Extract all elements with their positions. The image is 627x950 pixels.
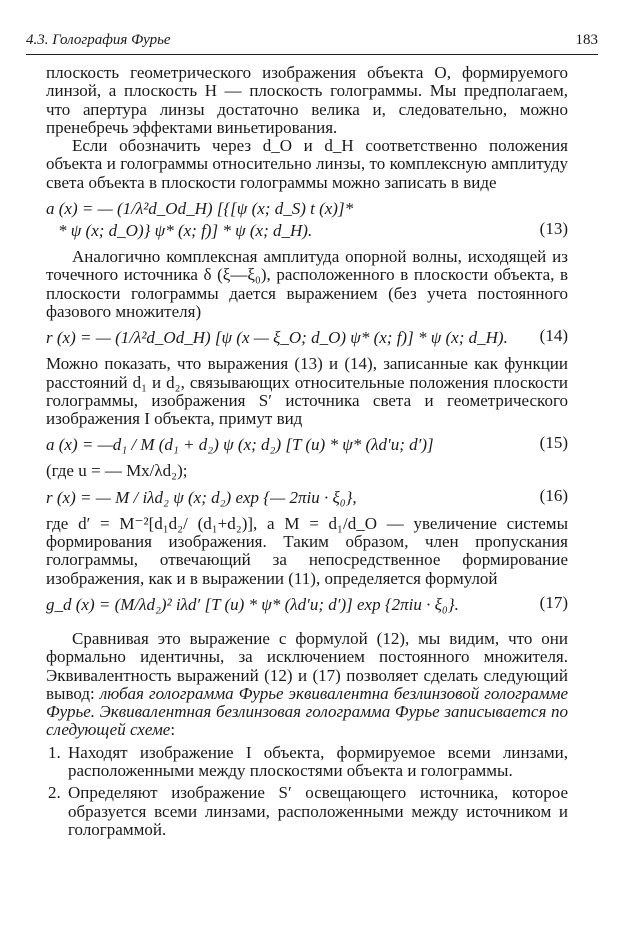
where-clause: (где u = — Mx/λd₂);: [46, 461, 188, 481]
equation-13: [46, 198, 568, 242]
procedure-list: [46, 744, 568, 839]
equation-15-number: (15): [539, 433, 568, 453]
header-rule: [26, 54, 598, 55]
equation-14-text: r (x) = — (1/λ²d_Od_H) [ψ (x — ξ_O; d_O) ψ* (x; f)] * ψ (x; d_H).: [46, 328, 508, 348]
list-item-text: Определяют изображение S′ освещающего источника, которое образуется всеми линзами, расположенными между источником и голограммой.: [68, 783, 568, 839]
paragraph-6: [46, 630, 568, 740]
page-body: [46, 64, 568, 843]
list-item: [46, 744, 568, 781]
equation-17-text: g_d (x) = (M/λd₂)² iλd′ [T (u) * ψ* (λd′u; d′)] exp {2πiu · ξ₀}.: [46, 594, 459, 614]
paragraph-6-colon: :: [170, 720, 176, 740]
paragraph-6-italic: любая голограмма Фурье эквивалентна безлинзовой голограмме Фурье. Эквивалентная безлинзовая голограмма Фурье записывается по следующей схеме: [46, 683, 568, 740]
equation-16-number: (16): [539, 485, 568, 505]
list-item-text: Находят изображение I объекта, формируемое всеми линзами, расположенными между плоскостями объекта и голограммы.: [68, 742, 568, 781]
equation-15: [46, 434, 568, 456]
paragraph-3: Аналогично комплексная амплитуда опорной волны, исходящей из точечного источника δ (ξ—ξ₀), расположенного в плоскости объекта, в плоскости голограммы дается выражением (без учета постоянного фазового множителя): [46, 247, 568, 321]
paragraph-1: плоскость геометрического изображения объекта O, формируемого линзой, а плоскость H — плоскость голограммы. Мы предполагаем, что апертура линзы достаточно велика и, следовательно, можно пренебречь эффектами виньетирования.: [46, 63, 568, 137]
equation-17: [46, 594, 568, 616]
paragraph-5: где d′ = M⁻²[d₁d₂/ (d₁+d₂)], а M = d₁/d_O — увеличение системы формирования изображения. Таким образом, член пропускания голограммы, отвечающий за непосредственное формирование изображения, как и в выражении (11), определяется формулой: [46, 513, 568, 588]
page-number: 183: [575, 32, 598, 48]
paragraph-6-plain: Сравнивая это выражение с формулой (12), мы видим, что они формально идентичны, за исключением постоянного множителя. Эквивалентность выражений (12) и (17) позволяет сделать следующий вывод:: [46, 628, 568, 703]
equation-15-text: a (x) = —d₁ / M (d₁ + d₂) ψ (x; d₂) [T (u) * ψ* (λd′u; d′)]: [46, 435, 434, 455]
list-item-number: 2.: [48, 783, 61, 803]
running-header: [26, 32, 598, 54]
paragraph-2: Если обозначить через d_O и d_H соответственно положения объекта и голограммы относительно линзы, то комплексную амплитуду света объекта в плоскости голограммы можно записать в виде: [46, 136, 568, 192]
list-item: [46, 784, 568, 839]
equation-17-number: (17): [539, 592, 568, 612]
equation-13-number: (13): [539, 219, 568, 239]
paragraph-4: Можно показать, что выражения (13) и (14), записанные как функции расстояний d₁ и d₂, связывающих относительные положения плоскости голограммы, изображения S′ источника света и геометрического изображения I объекта, примут вид: [46, 354, 568, 429]
equation-14-number: (14): [539, 326, 568, 346]
equation-13-line-1: a (x) = — (1/λ²d_Od_H) [{[ψ (x; d_S) t (x)]*: [46, 199, 354, 219]
equation-16: [46, 487, 568, 509]
equation-16-text: r (x) = — M / iλd₂ ψ (x; d₂) exp {— 2πiu · ξ₀},: [46, 487, 357, 507]
equation-13-line-2: * ψ (x; d_O)} ψ* (x; f)] * ψ (x; d_H).: [58, 221, 313, 241]
section-title: 4.3. Голография Фурье: [26, 32, 171, 48]
equation-14: [46, 327, 568, 349]
list-item-number: 1.: [48, 742, 61, 762]
